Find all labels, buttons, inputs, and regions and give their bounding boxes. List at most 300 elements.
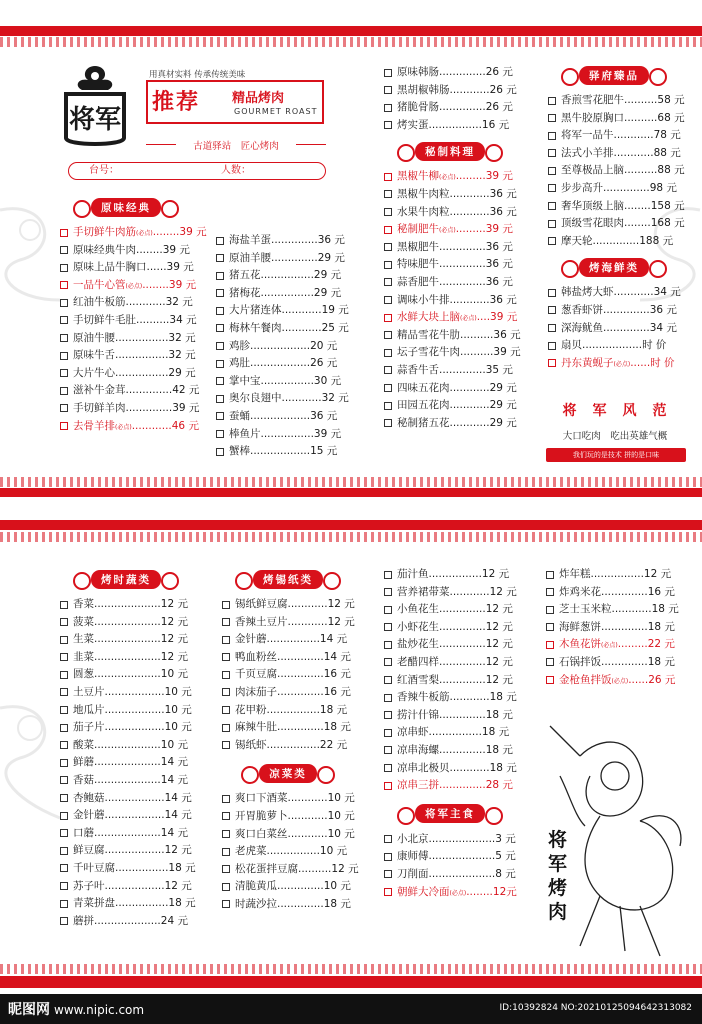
style-slogan: 大口吃肉 吃出英雄气概: [562, 431, 668, 442]
checkbox-square-icon[interactable]: [384, 870, 392, 878]
menu-item[interactable]: [216, 443, 366, 461]
menu-item[interactable]: [548, 198, 698, 216]
item-price: 12 元: [327, 598, 355, 610]
menu-item[interactable]: [548, 233, 698, 251]
menu-item[interactable]: [216, 338, 366, 356]
checkbox-square-icon[interactable]: [60, 864, 68, 872]
checkbox-square-icon[interactable]: [384, 419, 392, 427]
checkbox-square-icon[interactable]: [384, 764, 392, 772]
menu-item[interactable]: [546, 566, 696, 584]
menu-item[interactable]: [384, 292, 534, 310]
menu-item[interactable]: [60, 649, 210, 667]
checkbox-square-icon[interactable]: [384, 835, 392, 843]
category-title: 秘制料理: [415, 142, 485, 161]
checkbox-square-icon[interactable]: [216, 289, 224, 297]
menu-item[interactable]: [60, 347, 210, 365]
checkbox-square-icon[interactable]: [384, 694, 392, 702]
item-price: 16 元: [323, 685, 351, 698]
checkbox-square-icon[interactable]: [60, 847, 68, 855]
checkbox-square-icon[interactable]: [216, 395, 224, 403]
checkbox-square-icon[interactable]: [384, 314, 392, 322]
menu-item[interactable]: [384, 760, 534, 778]
item-name: 香菜: [73, 598, 94, 610]
checkbox-square-icon[interactable]: [384, 606, 392, 614]
bottom-bottom-red-bar: [0, 976, 702, 988]
checkbox-square-icon[interactable]: [216, 272, 224, 280]
item-name: 肉沫茄子: [235, 685, 277, 698]
menu-item[interactable]: [216, 232, 366, 250]
menu-item[interactable]: [60, 242, 210, 260]
menu-item[interactable]: [384, 619, 534, 637]
item-name: 韭菜: [73, 650, 94, 663]
image-id: ID:10392824 NO:20210125094642313082: [499, 1003, 692, 1013]
menu-item[interactable]: [548, 337, 698, 355]
item-name: 原味上品牛胸口: [73, 261, 147, 274]
menu-item[interactable]: [60, 895, 210, 913]
checkbox-square-icon[interactable]: [222, 724, 230, 732]
category-title: 驿府臻品: [579, 66, 649, 85]
checkbox-square-icon[interactable]: [216, 342, 224, 350]
checkbox-square-icon[interactable]: [222, 671, 230, 679]
top-lace-border: [0, 37, 702, 47]
checkbox-square-icon[interactable]: [384, 782, 392, 790]
checkbox-square-icon[interactable]: [548, 97, 556, 105]
checkbox-square-icon[interactable]: [60, 706, 68, 714]
checkbox-square-icon[interactable]: [60, 724, 68, 732]
menu-item[interactable]: [546, 654, 696, 672]
category-header: [548, 62, 680, 88]
checkbox-square-icon[interactable]: [384, 349, 392, 357]
item-name: 猪梅花: [229, 286, 261, 299]
checkbox-square-icon[interactable]: [384, 208, 392, 216]
menu-item[interactable]: [60, 807, 210, 825]
item-name: 酸菜: [73, 738, 94, 751]
item-leader-dots: ............: [449, 205, 490, 218]
checkbox-square-icon[interactable]: [60, 369, 68, 377]
menu-item[interactable]: [384, 672, 534, 690]
checkbox-square-icon[interactable]: [60, 352, 68, 360]
item-price: 12 元: [164, 879, 192, 892]
checkbox-square-icon[interactable]: [384, 729, 392, 737]
menu-item[interactable]: [60, 737, 210, 755]
checkbox-square-icon[interactable]: [60, 299, 68, 307]
checkbox-square-icon[interactable]: [548, 132, 556, 140]
menu-item[interactable]: [60, 365, 210, 383]
item-name: 去骨羊排: [73, 419, 115, 432]
item-price: 18 元: [323, 721, 351, 734]
menu-item[interactable]: [60, 614, 210, 632]
checkbox-square-icon[interactable]: [548, 237, 556, 245]
checkbox-square-icon[interactable]: [384, 278, 392, 286]
checkbox-square-icon[interactable]: [222, 688, 230, 696]
menu-item[interactable]: [384, 64, 534, 82]
item-leader-dots: ............: [287, 792, 328, 805]
item-price: 22 元: [319, 738, 348, 751]
checkbox-square-icon[interactable]: [60, 741, 68, 749]
item-name: 鸡胗: [229, 339, 250, 352]
checkbox-square-icon[interactable]: [384, 623, 392, 631]
menu-item[interactable]: [216, 285, 366, 303]
menu-item[interactable]: [384, 344, 534, 362]
checkbox-square-icon[interactable]: [60, 387, 68, 395]
checkbox-square-icon[interactable]: [548, 114, 556, 122]
menu-item[interactable]: [546, 619, 696, 637]
checkbox-square-icon[interactable]: [384, 261, 392, 269]
checkbox-square-icon[interactable]: [60, 688, 68, 696]
menu-item[interactable]: [60, 596, 210, 614]
checkbox-square-icon[interactable]: [384, 746, 392, 754]
menu-item[interactable]: [384, 884, 534, 902]
menu-item[interactable]: [384, 239, 534, 257]
item-leader-dots: ..............: [601, 585, 648, 598]
checkbox-square-icon[interactable]: [546, 571, 554, 579]
checkbox-square-icon[interactable]: [222, 653, 230, 661]
menu-item[interactable]: [548, 180, 698, 198]
menu-item[interactable]: [384, 380, 534, 398]
menu-item[interactable]: [60, 277, 210, 295]
menu-item[interactable]: [60, 259, 210, 277]
checkbox-square-icon[interactable]: [60, 671, 68, 679]
menu-item[interactable]: [384, 831, 534, 849]
item-leader-dots: ............: [449, 293, 490, 306]
menu-item[interactable]: [222, 790, 372, 808]
item-leader-dots: ....................: [428, 832, 496, 845]
checkbox-square-icon[interactable]: [548, 342, 556, 350]
menu-item[interactable]: [60, 842, 210, 860]
checkbox-square-icon[interactable]: [546, 623, 554, 631]
item-leader-dots: ..........: [460, 346, 494, 359]
menu-item[interactable]: [222, 631, 372, 649]
menu-item[interactable]: [222, 737, 372, 755]
menu-item[interactable]: [546, 636, 696, 654]
item-price: 18 元: [481, 726, 510, 739]
checkbox-square-icon[interactable]: [216, 430, 224, 438]
menu-item[interactable]: [546, 672, 696, 690]
checkbox-square-icon[interactable]: [384, 69, 392, 77]
checkbox-square-icon[interactable]: [60, 229, 68, 237]
checkbox-square-icon[interactable]: [384, 888, 392, 896]
item-price: 10 元: [327, 827, 355, 840]
item-price: 16 元: [647, 585, 675, 598]
menu-item[interactable]: [216, 408, 366, 426]
item-price: 68 元: [657, 111, 685, 124]
item-leader-dots: ................: [115, 366, 169, 379]
menu-item[interactable]: [384, 566, 534, 584]
category-header: [548, 254, 680, 280]
menu-item[interactable]: [222, 843, 372, 861]
title-recommend: 推荐: [152, 89, 201, 115]
menu-item[interactable]: [222, 808, 372, 826]
menu-item[interactable]: [546, 584, 696, 602]
item-name: 圆葱: [73, 668, 94, 681]
checkbox-square-icon[interactable]: [384, 366, 392, 374]
menu-item[interactable]: [384, 742, 534, 760]
menu-item[interactable]: [548, 92, 698, 110]
item-leader-dots: ............: [449, 761, 490, 774]
checkbox-square-icon[interactable]: [60, 281, 68, 289]
menu-item[interactable]: [384, 654, 534, 672]
menu-item[interactable]: [216, 390, 366, 408]
menu-item[interactable]: [60, 860, 210, 878]
item-leader-dots: ............: [281, 321, 322, 334]
menu-item[interactable]: [384, 168, 534, 186]
menu-item[interactable]: [216, 355, 366, 373]
checkbox-square-icon[interactable]: [216, 254, 224, 262]
item-leader-dots: ................: [115, 349, 169, 362]
menu-item[interactable]: [60, 330, 210, 348]
checkbox-square-icon[interactable]: [60, 618, 68, 626]
checkbox-square-icon[interactable]: [216, 324, 224, 332]
item-list: [384, 566, 534, 795]
menu-item[interactable]: [216, 373, 366, 391]
checkbox-square-icon[interactable]: [384, 173, 392, 181]
checkbox-square-icon[interactable]: [384, 658, 392, 666]
menu-item[interactable]: [60, 719, 210, 737]
checkbox-square-icon[interactable]: [222, 795, 230, 803]
item-price: 39 元: [179, 226, 207, 238]
checkbox-square-icon[interactable]: [60, 636, 68, 644]
checkbox-square-icon[interactable]: [384, 676, 392, 684]
menu-item[interactable]: [384, 82, 534, 100]
checkbox-square-icon[interactable]: [222, 706, 230, 714]
menu-item[interactable]: [222, 614, 372, 632]
checkbox-square-icon[interactable]: [384, 190, 392, 198]
checkbox-square-icon[interactable]: [384, 86, 392, 94]
checkbox-square-icon[interactable]: [60, 334, 68, 342]
item-name: 石锅拌饭: [559, 655, 601, 668]
checkbox-square-icon[interactable]: [546, 606, 554, 614]
menu-item[interactable]: [384, 724, 534, 742]
checkbox-square-icon[interactable]: [222, 865, 230, 873]
checkbox-square-icon[interactable]: [60, 776, 68, 784]
item-note: (必点): [613, 360, 631, 368]
checkbox-square-icon[interactable]: [60, 812, 68, 820]
checkbox-square-icon[interactable]: [384, 243, 392, 251]
checkbox-square-icon[interactable]: [222, 741, 230, 749]
checkbox-square-icon[interactable]: [216, 448, 224, 456]
menu-item[interactable]: [384, 866, 534, 884]
checkbox-square-icon[interactable]: [60, 316, 68, 324]
checkbox-square-icon[interactable]: [548, 149, 556, 157]
menu-item[interactable]: [384, 397, 534, 415]
checkbox-square-icon[interactable]: [60, 264, 68, 272]
menu-item[interactable]: [222, 702, 372, 720]
checkbox-square-icon[interactable]: [546, 588, 554, 596]
item-price: 26 元: [485, 101, 513, 114]
checkbox-square-icon[interactable]: [60, 246, 68, 254]
checkbox-square-icon[interactable]: [546, 676, 554, 684]
checkbox-square-icon[interactable]: [548, 202, 556, 210]
menu-item[interactable]: [546, 601, 696, 619]
checkbox-square-icon[interactable]: [384, 296, 392, 304]
item-price: 12 元: [160, 650, 188, 663]
menu-item[interactable]: [384, 415, 534, 433]
logo-text: 将军: [68, 105, 121, 135]
menu-item[interactable]: [384, 309, 534, 327]
menu-item[interactable]: [384, 601, 534, 619]
item-leader-dots: ..............: [439, 240, 486, 253]
menu-item[interactable]: [60, 702, 210, 720]
menu-item[interactable]: [384, 99, 534, 117]
checkbox-square-icon[interactable]: [384, 641, 392, 649]
checkbox-square-icon[interactable]: [548, 324, 556, 332]
checkbox-square-icon[interactable]: [222, 883, 230, 891]
menu-item[interactable]: [222, 596, 372, 614]
checkbox-square-icon[interactable]: [60, 829, 68, 837]
checkbox-square-icon[interactable]: [222, 601, 230, 609]
menu-item[interactable]: [548, 320, 698, 338]
menu-item[interactable]: [222, 861, 372, 879]
item-name: 爽口下酒菜: [235, 792, 288, 805]
checkbox-square-icon[interactable]: [384, 402, 392, 410]
menu-item[interactable]: [548, 284, 698, 302]
menu-item[interactable]: [384, 221, 534, 239]
checkbox-square-icon[interactable]: [222, 900, 230, 908]
checkbox-square-icon[interactable]: [384, 711, 392, 719]
item-price: 14 元: [160, 756, 188, 769]
menu-item[interactable]: [60, 666, 210, 684]
menu-item[interactable]: [548, 127, 698, 145]
checkbox-square-icon[interactable]: [60, 422, 68, 430]
checkbox-square-icon[interactable]: [222, 848, 230, 856]
menu-item[interactable]: [384, 636, 534, 654]
menu-item[interactable]: [222, 826, 372, 844]
menu-item[interactable]: [60, 382, 210, 400]
checkbox-square-icon[interactable]: [222, 812, 230, 820]
checkbox-square-icon[interactable]: [384, 121, 392, 129]
checkbox-square-icon[interactable]: [216, 237, 224, 245]
menu-item[interactable]: [384, 362, 534, 380]
menu-column-2: [216, 232, 366, 461]
checkbox-square-icon[interactable]: [384, 571, 392, 579]
menu-item[interactable]: [60, 754, 210, 772]
checkbox-square-icon[interactable]: [216, 412, 224, 420]
menu-item[interactable]: [222, 719, 372, 737]
menu-item[interactable]: [222, 649, 372, 667]
menu-item[interactable]: [60, 825, 210, 843]
item-note: (必点): [460, 315, 477, 323]
checkbox-square-icon[interactable]: [548, 167, 556, 175]
menu-item[interactable]: [60, 878, 210, 896]
menu-item[interactable]: [216, 426, 366, 444]
menu-item[interactable]: [216, 250, 366, 268]
menu-item[interactable]: [60, 418, 210, 436]
checkbox-square-icon[interactable]: [216, 307, 224, 315]
menu-item[interactable]: [384, 256, 534, 274]
checkbox-square-icon[interactable]: [548, 306, 556, 314]
item-leader-dots: ..................: [582, 339, 643, 352]
checkbox-square-icon[interactable]: [546, 641, 554, 649]
menu-item[interactable]: [384, 777, 534, 795]
checkbox-square-icon[interactable]: [60, 653, 68, 661]
checkbox-square-icon[interactable]: [548, 184, 556, 192]
menu-item[interactable]: [548, 162, 698, 180]
item-name: 蚕蛹: [229, 409, 250, 422]
menu-item[interactable]: [60, 790, 210, 808]
item-price: 36 元: [489, 293, 517, 306]
menu-item[interactable]: [384, 117, 534, 135]
checkbox-square-icon[interactable]: [384, 226, 392, 234]
item-leader-dots: ................: [266, 633, 320, 646]
menu-item[interactable]: [222, 666, 372, 684]
menu-item[interactable]: [216, 320, 366, 338]
menu-item[interactable]: [216, 302, 366, 320]
menu-item[interactable]: [60, 772, 210, 790]
checkbox-square-icon[interactable]: [222, 618, 230, 626]
menu-item[interactable]: [384, 848, 534, 866]
item-leader-dots: ....................: [94, 668, 161, 681]
menu-item[interactable]: [222, 684, 372, 702]
menu-item[interactable]: [384, 327, 534, 345]
checkbox-square-icon[interactable]: [548, 289, 556, 297]
menu-item[interactable]: [216, 267, 366, 285]
menu-item[interactable]: [384, 186, 534, 204]
menu-item[interactable]: [60, 400, 210, 418]
category-title: 将军主食: [415, 804, 485, 823]
menu-item[interactable]: [384, 689, 534, 707]
menu-item[interactable]: [222, 896, 372, 914]
item-price: 35 元: [485, 363, 513, 376]
checkbox-square-icon[interactable]: [548, 359, 556, 367]
menu-item[interactable]: [222, 878, 372, 896]
menu-item[interactable]: [60, 224, 210, 242]
checkbox-square-icon[interactable]: [384, 384, 392, 392]
menu-item[interactable]: [60, 684, 210, 702]
menu-item[interactable]: [384, 274, 534, 292]
menu-item[interactable]: [60, 294, 210, 312]
item-leader-dots: ..........: [624, 111, 658, 124]
menu-item[interactable]: [384, 707, 534, 725]
checkbox-square-icon[interactable]: [546, 658, 554, 666]
checkbox-square-icon[interactable]: [60, 404, 68, 412]
checkbox-square-icon[interactable]: [60, 759, 68, 767]
item-price: 36 元: [493, 328, 521, 341]
checkbox-square-icon[interactable]: [216, 360, 224, 368]
panel-gap: [0, 497, 702, 518]
menu-item[interactable]: [548, 302, 698, 320]
menu-item[interactable]: [548, 215, 698, 233]
checkbox-square-icon[interactable]: [60, 601, 68, 609]
item-price: 12 元: [160, 598, 188, 610]
checkbox-square-icon[interactable]: [222, 636, 230, 644]
item-leader-dots: ....................: [94, 773, 161, 786]
menu-item[interactable]: [60, 312, 210, 330]
checkbox-square-icon[interactable]: [60, 882, 68, 890]
checkbox-square-icon[interactable]: [384, 588, 392, 596]
checkbox-square-icon[interactable]: [216, 377, 224, 385]
checkbox-square-icon[interactable]: [384, 104, 392, 112]
item-name: 麻辣牛肚: [235, 721, 277, 734]
checkbox-square-icon[interactable]: [384, 331, 392, 339]
checkbox-square-icon[interactable]: [384, 853, 392, 861]
checkbox-square-icon[interactable]: [548, 220, 556, 228]
menu-item[interactable]: [548, 355, 698, 373]
checkbox-square-icon[interactable]: [60, 900, 68, 908]
item-leader-dots: ..................: [250, 357, 311, 370]
menu-item[interactable]: [384, 584, 534, 602]
checkbox-square-icon[interactable]: [60, 917, 68, 925]
item-name: 原油羊腰: [229, 251, 271, 264]
menu-item[interactable]: [60, 913, 210, 931]
checkbox-square-icon[interactable]: [60, 794, 68, 802]
item-price: 18 元: [319, 703, 348, 716]
menu-item[interactable]: [548, 145, 698, 163]
menu-item[interactable]: [548, 110, 698, 128]
menu-item[interactable]: [384, 204, 534, 222]
item-note: (必点): [115, 423, 132, 431]
checkbox-square-icon[interactable]: [222, 830, 230, 838]
menu-item[interactable]: [60, 631, 210, 649]
